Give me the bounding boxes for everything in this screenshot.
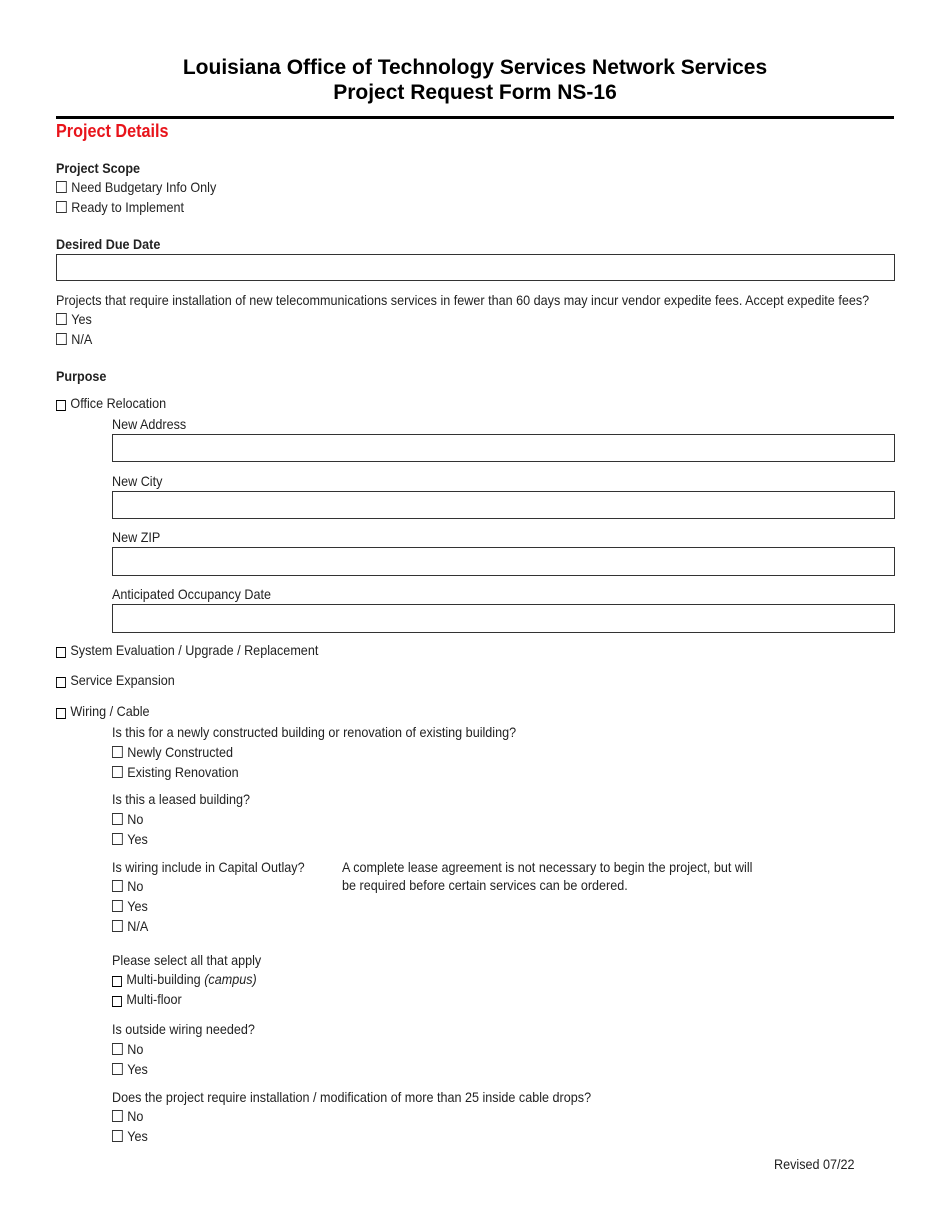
checkbox-icon[interactable] bbox=[112, 766, 123, 778]
checkbox-icon[interactable] bbox=[112, 1110, 123, 1122]
capital-na-checkbox[interactable] bbox=[112, 918, 148, 934]
new-address-field[interactable] bbox=[112, 434, 895, 462]
outside-yes-checkbox[interactable] bbox=[112, 1061, 148, 1077]
option-label: Yes bbox=[127, 898, 148, 914]
expedite-yes-checkbox[interactable] bbox=[56, 311, 92, 327]
form-title-line1: Louisiana Office of Technology Services Network Services bbox=[182, 56, 768, 79]
scope-budgetary-checkbox[interactable] bbox=[56, 179, 216, 195]
option-label: No bbox=[127, 878, 144, 894]
option-label: N/A bbox=[127, 918, 149, 934]
header-divider bbox=[56, 116, 894, 119]
checkbox-icon[interactable] bbox=[112, 1130, 123, 1142]
option-label: N/A bbox=[71, 331, 93, 347]
lease-note-line2: be required before certain services can be ordered. bbox=[342, 877, 628, 893]
checkbox-icon[interactable] bbox=[112, 1063, 123, 1075]
new-city-field[interactable] bbox=[112, 491, 895, 519]
expedite-question: Projects that require installation of new telecommunications services in fewer than 60 days may incur vendor expedite fees. Accept expedite fees? bbox=[56, 292, 870, 308]
option-label: Service Expansion bbox=[70, 672, 175, 688]
capital-yes-checkbox[interactable] bbox=[112, 898, 148, 914]
option-label: Wiring / Cable bbox=[70, 703, 150, 719]
occupancy-date-label: Anticipated Occupancy Date bbox=[112, 586, 271, 602]
due-date-label: Desired Due Date bbox=[56, 236, 161, 252]
cable-drops-question: Does the project require installation / modification of more than 25 inside cable drops? bbox=[112, 1089, 592, 1105]
checkbox-icon[interactable] bbox=[112, 746, 123, 758]
multi-floor-checkbox[interactable] bbox=[112, 991, 182, 1007]
select-all-question: Please select all that apply bbox=[112, 952, 262, 968]
campus-note: (campus) bbox=[204, 971, 257, 987]
scope-ready-checkbox[interactable] bbox=[56, 199, 184, 215]
option-label: No bbox=[127, 1108, 144, 1124]
option-label: Newly Constructed bbox=[127, 744, 234, 760]
occupancy-date-field[interactable] bbox=[112, 604, 895, 633]
option-label: Yes bbox=[71, 311, 92, 327]
checkbox-icon[interactable] bbox=[112, 813, 123, 825]
drops-no-checkbox[interactable] bbox=[112, 1108, 143, 1124]
checkbox-icon[interactable] bbox=[112, 1043, 123, 1055]
newly-constructed-checkbox[interactable] bbox=[112, 744, 233, 760]
purpose-label: Purpose bbox=[56, 368, 107, 384]
new-zip-field[interactable] bbox=[112, 547, 895, 576]
leased-no-checkbox[interactable] bbox=[112, 811, 143, 827]
option-label: Yes bbox=[127, 1128, 148, 1144]
option-label: Existing Renovation bbox=[127, 764, 239, 780]
checkbox-icon[interactable] bbox=[112, 833, 123, 845]
checkbox-icon[interactable] bbox=[56, 677, 66, 688]
outside-no-checkbox[interactable] bbox=[112, 1041, 143, 1057]
new-city-label: New City bbox=[112, 473, 163, 489]
checkbox-icon[interactable] bbox=[56, 313, 67, 325]
multi-building-checkbox[interactable] bbox=[112, 971, 257, 987]
service-expansion-checkbox[interactable] bbox=[56, 672, 175, 688]
checkbox-icon[interactable] bbox=[56, 400, 66, 411]
checkbox-icon[interactable] bbox=[56, 181, 67, 193]
checkbox-icon[interactable] bbox=[112, 880, 123, 892]
outside-wiring-question: Is outside wiring needed? bbox=[112, 1021, 255, 1037]
option-label: Office Relocation bbox=[70, 395, 167, 411]
option-label: Ready to Implement bbox=[71, 199, 185, 215]
checkbox-icon[interactable] bbox=[56, 333, 67, 345]
drops-yes-checkbox[interactable] bbox=[112, 1128, 148, 1144]
leased-question: Is this a leased building? bbox=[112, 791, 250, 807]
option-label: Multi-building bbox=[126, 971, 201, 987]
checkbox-icon[interactable] bbox=[112, 996, 122, 1007]
section-title: Project Details bbox=[56, 121, 169, 141]
checkbox-icon[interactable] bbox=[112, 900, 123, 912]
checkbox-icon[interactable] bbox=[56, 708, 66, 719]
option-label: Need Budgetary Info Only bbox=[71, 179, 217, 195]
checkbox-icon[interactable] bbox=[112, 920, 123, 932]
expedite-na-checkbox[interactable] bbox=[56, 331, 92, 347]
option-label: No bbox=[127, 811, 144, 827]
option-label: Multi-floor bbox=[126, 991, 182, 1007]
option-label: System Evaluation / Upgrade / Replacement bbox=[70, 642, 319, 658]
option-label: Yes bbox=[127, 1061, 148, 1077]
option-label: Yes bbox=[127, 831, 148, 847]
system-eval-checkbox[interactable] bbox=[56, 642, 318, 658]
revised-date: Revised 07/22 bbox=[774, 1156, 855, 1172]
building-question: Is this for a newly constructed building or renovation of existing building? bbox=[112, 724, 517, 740]
office-relocation-checkbox[interactable] bbox=[56, 395, 166, 411]
leased-yes-checkbox[interactable] bbox=[112, 831, 148, 847]
capital-no-checkbox[interactable] bbox=[112, 878, 143, 894]
project-scope-label: Project Scope bbox=[56, 160, 141, 176]
option-label: No bbox=[127, 1041, 144, 1057]
checkbox-icon[interactable] bbox=[56, 647, 66, 658]
capital-outlay-question: Is wiring include in Capital Outlay? bbox=[112, 859, 305, 875]
due-date-field[interactable] bbox=[56, 254, 895, 281]
checkbox-icon[interactable] bbox=[56, 201, 67, 213]
new-address-label: New Address bbox=[112, 416, 187, 432]
existing-renovation-checkbox[interactable] bbox=[112, 764, 239, 780]
lease-note-line1: A complete lease agreement is not necessary to begin the project, but will bbox=[342, 859, 753, 875]
wiring-cable-checkbox[interactable] bbox=[56, 703, 150, 719]
new-zip-label: New ZIP bbox=[112, 529, 161, 545]
form-title-line2: Project Request Form NS-16 bbox=[333, 81, 617, 104]
checkbox-icon[interactable] bbox=[112, 976, 122, 987]
